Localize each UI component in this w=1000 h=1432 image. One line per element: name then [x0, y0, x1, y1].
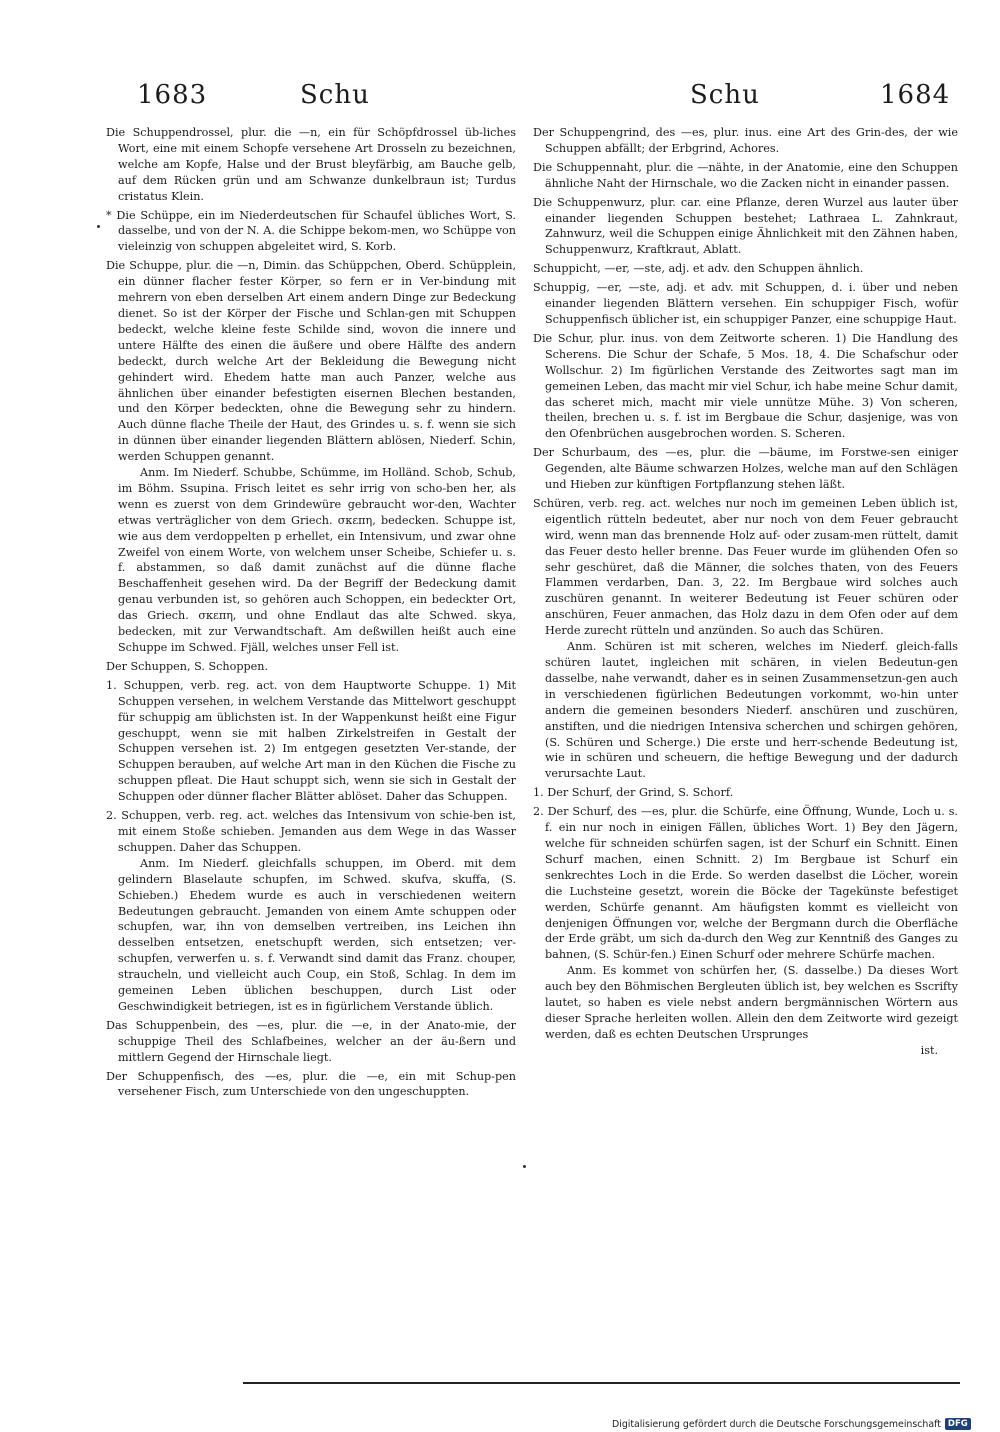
note-schuppe: Anm. Im Niederf. Schubbe, Schümme, im Holländ. Schob, Schub, im Böhm. Ssupina. Frisch leitet es sehr irrig von scho-ben her, als wenn es zuerst von dem Grindewüre gebraucht wor-den, Wachter etwas verträglicher von dem Griech. σκεπη, bedecken. Schuppe ist, wie aus dem verdoppelten p erhellet, ein Intensivum, und zwar ohne Zweifel von einem Worte, von welchem unser Scheibe, Schiefer u. s. f. abstammen, so daß damit zunächst auf die dünne flache Beschaffenheit gesehen wird. Da der Begriff der Bedeckung damit genau verbunden ist, so gehören auch Schoppen, ein bedeckter Ort, das Griech. σκεπη, und ohne Endlaut das alte Schwed. skya, bedecken, mit zur Verwandtschaft. Am deßwillen heißt auch eine Schuppe im Schwed. Fjäll, welches unser Fell ist.	[118, 466, 516, 654]
dfg-logo-icon: DFG	[945, 1418, 971, 1430]
ink-speck	[523, 1165, 526, 1168]
left-column	[106, 122, 516, 1100]
right-column	[533, 122, 958, 1059]
entry-schuppendrossel: Die Schuppendrossel, plur. die —n, ein für Schöpfdrossel üb-liches Wort, eine mit einem Schopfe versehene Art Drosseln zu bezeichnen, welche am Kopfe, Halse und der Brust bleyfärbig, am Bauche gelb, auf dem Rücken grün und am Schwanze dunkelbraun ist; Turdus cristatus Klein.	[106, 126, 516, 203]
funding-note: Digitalisierung gefördert durch die Deutsche Forschungsgemeinschaft	[612, 1418, 941, 1430]
entry-schuppengrind: Der Schuppengrind, des —es, plur. inus. eine Art des Grin-des, der wie Schuppen abfällt; der Erbgrind, Achores.	[533, 126, 958, 155]
entry-schueppe-schaufel: * Die Schüppe, ein im Niederdeutschen für Schaufel übliches Wort, S. dasselbe, und von der N. A. die Schippe bekom-men, wo Schüppe von vieleinzig von schuppen abgeleitet wird, S. Korb.	[106, 208, 516, 254]
ink-speck	[97, 225, 100, 228]
entry-schuppenfisch: Der Schuppenfisch, des —es, plur. die —e, ein mit Schup-pen versehener Fisch, zum Unterschiede von den ungeschuppten.	[106, 1069, 516, 1099]
entry-schuppen-2: 2. Schuppen, verb. reg. act. welches das Intensivum von schie-ben ist, mit einem Stoße schieben. Jemanden aus dem Wege in das Wasser schuppen. Daher das Schuppen.	[106, 809, 516, 854]
entry-schurf-2: 2. Der Schurf, des —es, plur. die Schürfe, eine Öffnung, Wunde, Loch u. s. f. ein nur noch in einigen Fällen, übliches Wort. 1) Bey den Jägern, welche für schneiden schürfen sagen, ist der Schurf ein Schnitt. Einen Schurf machen, einen Schnitt. 2) Im Bergbaue ist Schurf ein senkrechtes Loch in die Erde. So werden daselbst die Löcher, worein die Luchsteine gesetzt, worein die Böcke der Tagekünste befestiget werden, Schürfe genannt. Am häufigsten kommt es vielleicht von denjenigen Öffnungen vor, welche der Bergmann durch die Oberfläche der Erde gräbt, um sich da-durch den Weg zur Kenntniß des Ganges zu bahnen, (S. Schür-fen.) Einen Schurf oder mehrere Schürfe machen.	[533, 805, 958, 962]
left-page-number: 1683	[137, 80, 208, 110]
entry-schurbaum: Der Schurbaum, des —es, plur. die —bäume, im Forstwe-sen einiger Gegenden, alte Bäume schwarzen Holzes, welche man auf den Schlägen und Hieben zur künftigen Fortpflanzung stehen läßt.	[533, 446, 958, 492]
entry-schueren: Schüren, verb. reg. act. welches nur noch im gemeinen Leben üblich ist, eigentlich rütteln bedeutet, aber nur noch von dem Feuer gebraucht wird, wenn man das brennende Holz auf- oder zusam-men rüttelt, damit das Feuer desto heller brenne. Das Feuer wurde im glühenden Ofen so sehr geschüret, daß die Männer, die solches thaten, von des Feuers Flammen verdarben, Dan. 3, 22. Im Bergbaue wird solches auch zuschüren genannt. In weiterer Bedeutung ist Feuer schüren oder anschüren, Feuer anmachen, das Holz dazu in dem Ofen oder auf dem Herde zurecht rütteln und anzünden. So auch das Schüren.	[533, 496, 958, 638]
entry-schuppen-1: 1. Schuppen, verb. reg. act. von dem Hauptworte Schuppe. 1) Mit Schuppen versehen, in welchem Verstande das Mittelwort geschuppt für schuppig am üblichsten ist. In der Wappenkunst heißt eine Figur geschuppt, wenn sie mit halben Zirkelstreifen in Gestalt der Schuppen versehen ist. 2) Im entgegen gesetzten Ver-stande, der Schuppen berauben, auf welche Art man in den Küchen die Fische zu schuppen pfleat. Die Haut schuppt sich, wenn sie sich in Gestalt der Schuppen oder dünner flacher Blätter ablöset. Daher das Schuppen.	[106, 678, 516, 804]
entry-schurf-1: 1. Der Schurf, der Grind, S. Schorf.	[533, 786, 734, 800]
right-page-number: 1684	[880, 80, 951, 110]
entry-schur: Die Schur, plur. inus. von dem Zeitworte scheren. 1) Die Handlung des Scherens. Die Schur der Schafe, 5 Mos. 18, 4. Die Schafschur oder Wollschur. 2) Im figürlichen Verstande des Zeitwortes sagt man im gemeinen Leben, das macht mir viel Schur, ich habe meine Schur damit, das scheret mich, macht mir viele unnütze Mühe. 3) Von scheren, theilen, brechen u. s. f. ist im Bergbaue die Schur, dasjenige, was von den Ofenbrüchen ausgebrochen worden. S. Scheren.	[533, 331, 958, 441]
entry-schuppennaht: Die Schuppennaht, plur. die —nähte, in der Anatomie, eine den Schuppen ähnliche Naht der Hirnschale, wo die Zacken nicht in einander passen.	[533, 160, 958, 190]
right-head-word: Schu	[690, 80, 760, 110]
note-schueren: Anm. Schüren ist mit scheren, welches im Niederf. gleich-falls schüren lautet, ingleichen mit schären, in vielen Bedeutun-gen dasselbe, nahe verwandt, daher es in seinen Zusammensetzun-gen auch in verschiedenen figürlichen Bedeutungen vorkommt, wo-hin unter andern die gemeinen besonders Niederf. anschüren und zuschüren, anstiften, und die niedrigen Intensiva scherchen und schirgen gehören, (S. Schüren und Scherge.) Die erste und herr-schende Bedeutung ist, wie in schüren und scheuern, die heftige Bewegung und der dadurch verursachte Laut.	[545, 640, 958, 781]
left-head-word: Schu	[300, 80, 370, 110]
note-schurf-end: ist.	[920, 1043, 938, 1057]
entry-schuppe: Die Schuppe, plur. die —n, Dimin. das Schüppchen, Oberd. Schüpplein, ein dünner flacher fester Körper, so fern er in Ver-bindung mit mehrern von eben derselben Art einem andern Dinge zur Bedeckung dienet. So ist der Körper der Fische und Schlan-gen mit Schuppen bedeckt, welche kleine feste Schilde sind, wovon die innere und untere Hälfte des einen die äußere und obere Hälfte des andern bedeckt, durch welche Art der Bekleidung die Bewegung nicht gehindert wird. Ehedem hatte man auch Panzer, welche aus ähnlichen über einander befestigten eisernen Blechen bestanden, und den Körper bedeckten, ohne die Bewegung sehr zu hindern. Auch dünne flache Theile der Haut, des Grindes u. s. f. wenn sie sich in dünnen über einander liegenden Blättern ablösen, Niederf. Schin, werden Schuppen genannt.	[106, 259, 516, 464]
entry-schuppenbein: Das Schuppenbein, des —es, plur. die —e, in der Anato-mie, der schuppige Theil des Schlafbeines, welcher an der äu-ßern und mittlern Gegend der Hirnschale liegt.	[106, 1018, 516, 1064]
entry-der-schuppen: Der Schuppen, S. Schoppen.	[106, 659, 269, 673]
note-schurf: Anm. Es kommet von schürfen her, (S. dasselbe.) Da dieses Wort auch bey den Böhmischen Bergleuten üblich ist, bey welchen es Sscrifty lautet, so haben es viele nebst andern bergmännischen Wörtern aus dieser Sprache herleiten wollen. Allein den dem Zeitworte wird gezeigt werden, daß es echten Deutschen Ursprunges	[545, 964, 958, 1041]
note-schuppen: Anm. Im Niederf. gleichfalls schuppen, im Oberd. mit dem gelindern Blaselaute schupfen, im Schwed. skufva, skuffa, (S. Schieben.) Ehedem wurde es auch in verschiedenen weitern Bedeutungen gebraucht. Jemanden von einem Amte schuppen oder schupfen, war, ihn von demselben vertreiben, ins Leichen ihn desselben entsetzen, enetschupft werden, sich entsetzen; ver-schupfen, verwerfen u. s. f. Verwandt sind damit das Franz. chouper, straucheln, und vielleicht auch Coup, ein Stoß, Schlag. In dem im gemeinen Leben üblichen beschuppen, durch List oder Geschwindigkeit betriegen, ist es in figürlichem Verstande üblich.	[118, 856, 516, 1013]
entry-schuppig: Schuppig, —er, —ste, adj. et adv. mit Schuppen, d. i. über und neben einander liegenden Blättern versehen. Ein schuppiger Fisch, wofür Schuppenfisch üblicher ist, ein schuppiger Panzer, eine schuppige Haut.	[533, 281, 958, 326]
entry-schuppenwurz: Die Schuppenwurz, plur. car. eine Pflanze, deren Wurzel aus lauter über einander liegenden Schuppen bestehet; Lathraea L. Zahnkraut, Zahnwurz, weil die Schuppen einige Ähnlichkeit mit den Zähnen haben, Schuppenwurz, Kraftkraut, Ablatt.	[533, 195, 958, 257]
entry-schuppicht: Schuppicht, —er, —ste, adj. et adv. den Schuppen ähnlich.	[533, 262, 864, 276]
footer	[612, 1418, 971, 1430]
bottom-rule	[243, 1382, 960, 1384]
